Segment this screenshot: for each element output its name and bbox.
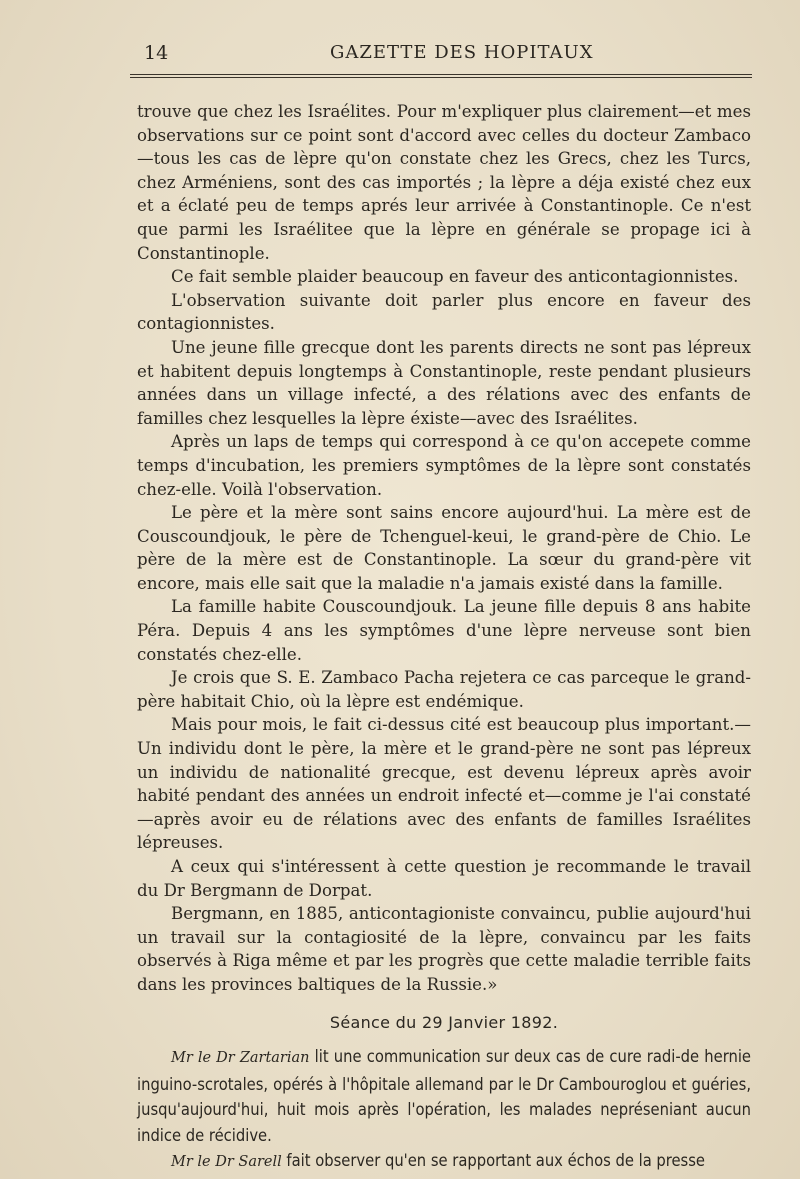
paragraph: Une jeune fille grecque dont les parents directs ne sont pas lépreux et habitent depuis longtemps à Constantinople, reste pendant plusieurs années dans un village infecté, a des rélations avec des enfants de familles chez lesquelles la lèpre éxiste—avec des Israélites.: [137, 337, 751, 428]
minutes-paragraph: [137, 1044, 751, 1148]
session-heading: Séance du 29 Janvier 1892.: [329, 1012, 559, 1032]
running-header: [140, 42, 752, 72]
paragraph: Après un laps de temps qui correspond à ce qu'on accepete comme temps d'incubation, les premiers symptômes de la lèpre sont constatés chez-elle. Voilà l'observation.: [137, 432, 751, 499]
header-rule-bottom: [130, 77, 752, 78]
minutes-paragraph: [137, 1148, 751, 1176]
journal-title: GAZETTE DES HOPITAUX: [330, 42, 594, 63]
paragraph: L'observation suivante doit parler plus encore en faveur des contagionnistes.: [137, 290, 751, 334]
speaker-name: Mr le Dr Zartarian: [171, 1050, 310, 1067]
page-number: 14: [144, 42, 169, 64]
paragraph: La famille habite Couscoundjouk. La jeune fille depuis 8 ans habite Péra. Depuis 4 ans les symptômes d'une lèpre nerveuse sont bien constatés chez-elle.: [137, 597, 751, 664]
minutes-text: fait observer qu'en se rapportant aux échos de la presse: [281, 1151, 706, 1171]
speaker-name: Mr le Dr Sarell: [171, 1154, 282, 1171]
paragraph: trouve que chez les Israélites. Pour m'expliquer plus clairement—et mes observations sur ce point sont d'accord avec celles du docteur Zambaco—tous les cas de lèpre qu'on constate chez les Grecs, chez les Turcs, chez Arméniens, sont des cas importés ; la lèpre a déja existé chez eux et a éclaté peu de temps aprés leur arrivée à Constantinople. Ce n'est que parmi les Israélitee que la lèpre en générale se propage ici à Constantinople.: [137, 102, 751, 263]
paragraph: Mais pour mois, le fait ci-dessus cité est beaucoup plus important.—Un individu dont le père, la mère et le grand-père ne sont pas lépreux un individu de nationalité grecque, est devenu lépreux après avoir habité pendant des années un endroit infecté et—comme je l'ai constaté—après avoir eu de rélations avec des enfants de familles Israélites lépreuses.: [137, 715, 751, 853]
article-body: [137, 100, 751, 1176]
header-rule-top: [130, 74, 752, 75]
paragraph: Je crois que S. E. Zambaco Pacha rejetera ce cas parceque le grand-père habitait Chio, où la lèpre est endémique.: [137, 668, 751, 711]
paragraph: Ce fait semble plaider beaucoup en faveur des anticontagionnistes.: [171, 267, 739, 287]
paragraph: Bergmann, en 1885, anticontagioniste convaincu, publie aujourd'hui un travail sur la contagiosité de la lèpre, convaincu par les faits observés à Riga même et par les progrès que cette maladie terrible faits dans les provinces baltiques de la Russie.»: [137, 904, 751, 994]
minutes-text: lit une communication sur deux cas de cure radi-de hernie inguino-scrotales, opérés à l'hôpitale allemand par le Dr Cambouroglou et guéries, jusqu'aujourd'hui, huit mois après l'opération, les malades nepréseniant aucun indice de récidive.: [137, 1047, 751, 1145]
session-minutes: [137, 1044, 751, 1176]
paragraph: Le père et la mère sont sains encore aujourd'hui. La mère est de Couscoundjouk, le père de Tchenguel-keui, le grand-père de Chio. Le père de la mère est de Constantinople. La sœur du grand-père vit encore, mais elle sait que la maladie n'a jamais existé dans la famille.: [137, 503, 751, 593]
paragraph: A ceux qui s'intéressent à cette question je recommande le travail du Dr Bergmann de Dorpat.: [137, 857, 751, 900]
